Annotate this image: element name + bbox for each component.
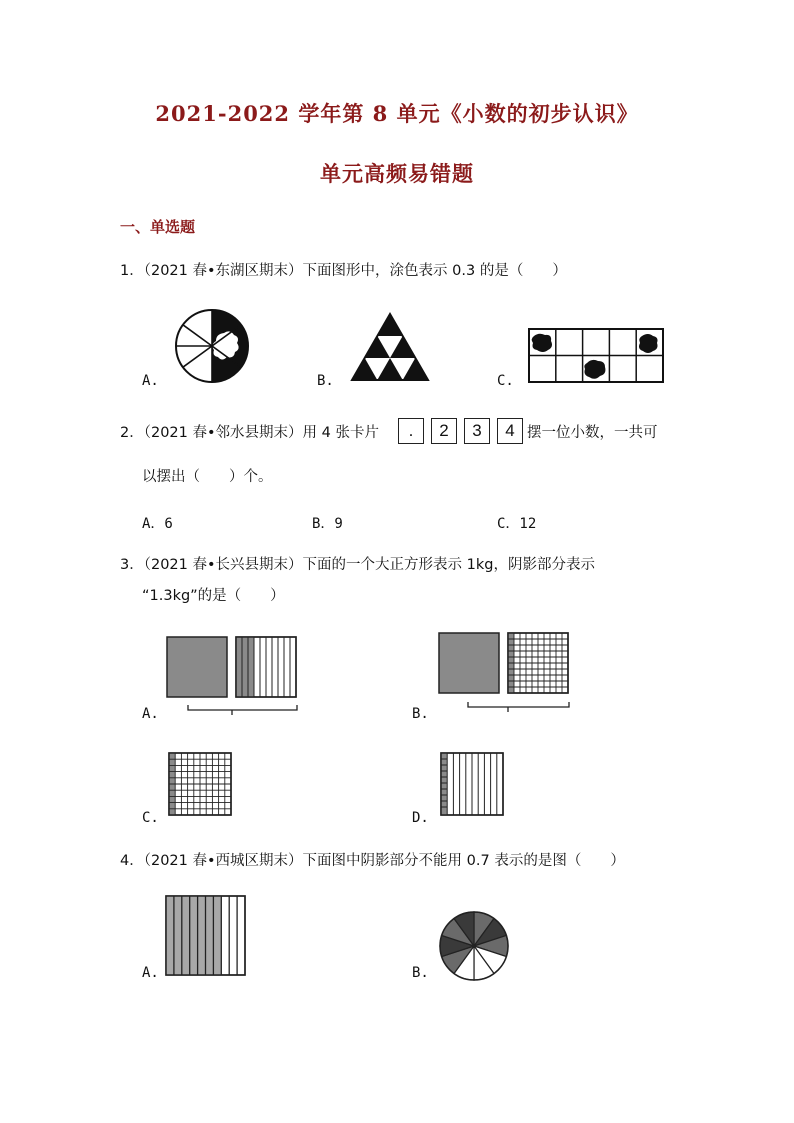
q2-option-b[interactable]: B．9	[312, 516, 343, 532]
q3-option-a-figure	[166, 636, 300, 718]
q3-option-c-label[interactable]: C.	[142, 810, 159, 826]
question-2-text-part1: 2．（2021 春•邻水县期末）用 4 张卡片	[120, 425, 379, 441]
page-title: 2021-2022 学年第 8 单元《小数的初步认识》	[155, 101, 639, 126]
page-subtitle: 单元高频易错题	[320, 161, 474, 186]
q2-card-point: .	[398, 418, 424, 444]
q2-option-a[interactable]: A．6	[142, 516, 173, 532]
q4-option-b-circle	[438, 910, 510, 982]
question-1-text: 1．（2021 春•东湖区期末）下面图形中，涂色表示 0.3 的是（ ）	[120, 263, 567, 279]
q3-option-c-figure	[168, 752, 232, 816]
q2-card-set	[398, 418, 526, 446]
q3-option-b-figure	[438, 632, 572, 716]
question-3-text-part1: 3．（2021 春•长兴县期末）下面的一个大正方形表示 1kg，阴影部分表示	[120, 557, 595, 573]
q2-card-2: 2	[431, 418, 457, 444]
q1-option-b-label[interactable]: B.	[317, 373, 334, 389]
q1-option-b-triangle	[350, 312, 430, 382]
question-4-text: 4．（2021 春•西城区期末）下面图中阴影部分不能用 0.7 表示的是图（ ）	[120, 853, 625, 869]
q3-option-d-label[interactable]: D.	[412, 810, 429, 826]
q4-option-a-figure	[165, 895, 247, 977]
q4-option-a-label[interactable]: A.	[142, 965, 159, 981]
section-heading: 一、单选题	[120, 218, 196, 236]
question-2-text-part3: 以摆出（ ）个。	[142, 469, 273, 485]
q1-option-c-label[interactable]: C.	[497, 373, 514, 389]
q1-option-c-grid	[528, 328, 664, 383]
q2-card-3: 3	[464, 418, 490, 444]
q3-option-d-figure	[440, 752, 504, 816]
q1-option-a-label[interactable]: A.	[142, 373, 159, 389]
q2-option-c[interactable]: C．12	[497, 516, 537, 532]
q1-option-a-circle	[172, 308, 252, 384]
q3-option-b-label[interactable]: B.	[412, 706, 429, 722]
q4-option-b-label[interactable]: B.	[412, 965, 429, 981]
q3-option-a-label[interactable]: A.	[142, 706, 159, 722]
question-2-text-part2: 摆一位小数，一共可	[527, 425, 658, 441]
q2-card-4: 4	[497, 418, 523, 444]
question-3-text-part2: “1.3kg”的是（ ）	[142, 588, 285, 604]
